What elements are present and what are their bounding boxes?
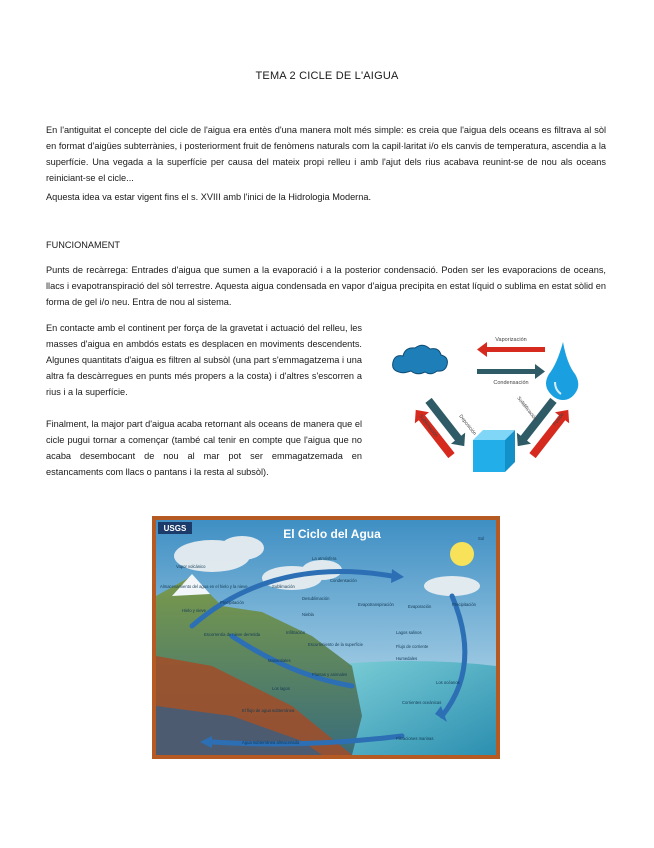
usgs-water-cycle-illustration (152, 516, 500, 759)
usgs-logo-text: USGS (163, 524, 187, 533)
label-sublimation: Sublimación (272, 584, 295, 589)
ice-cube-icon (473, 430, 515, 472)
condensation-arrow (477, 364, 545, 379)
label-condensation: Condensación (330, 578, 357, 583)
label-hielo: Hielo y nieve (182, 608, 206, 613)
ocean-paragraph: Finalment, la major part d'aigua acaba retornant als oceans de manera que el cicle pugui tornar a començar (també cal tenir en compte que l'aigua que no acaba desembocant de nou al mar pot ser emmagatzemada en estancaments com llacs o pantans i la resta al subsòl). (46, 419, 362, 477)
water-drop-icon (546, 342, 578, 400)
label-precip-left: Precipitación (220, 600, 244, 605)
deposition-label: Deposición (457, 413, 478, 437)
label-ground-flow: El flujo de agua subterránea (242, 708, 295, 713)
sublimation-label-left: Sublimación (417, 413, 439, 439)
fusion-label: Fusión (551, 411, 566, 428)
label-seepage: Filtraciones marinas (396, 736, 434, 741)
label-wetlands: Humedales (396, 656, 418, 661)
label-fog: Niebla (302, 612, 314, 617)
label-runoff: Escurrimiento de la superficie (308, 642, 363, 647)
label-springs: Manantiales (268, 658, 291, 663)
label-evapotranspiration: Evapotranspiración (358, 602, 394, 607)
section-heading: FUNCIONAMENT (46, 240, 121, 250)
label-sun: Sol (478, 536, 485, 541)
solidification-label: Solidificación (515, 395, 539, 423)
label-snowmelt: Escorrentía de nieve derretida (204, 632, 261, 637)
recharge-paragraph: Punts de recàrrega: Entrades d'aigua que sumen a la evaporació i a la posterior condensació. Poden ser les evaporacions de oceans, llacs i evapotranspiració del sòl terrestre. Aquesta aigua condensada en vapor d'aigua precipita en estat líquid o sublima en estat sòlid en forma de gel i/o neu. Entra de nou al sistema. (46, 265, 606, 307)
condensation-label: Condensación (493, 380, 529, 386)
label-infiltration: Infiltración (286, 630, 306, 635)
label-ice-storage: Almacenamiento del agua en el hielo y la nieve (160, 584, 248, 589)
sun-icon (450, 542, 474, 566)
illustration-title: El Ciclo del Agua (283, 527, 381, 541)
label-desublimation: Desublimación (302, 596, 330, 601)
cloud-icon (393, 345, 448, 374)
label-ocean: Los océanos (436, 680, 460, 685)
label-streamflow: Flujo de corriente (396, 644, 429, 649)
vaporization-label: Vaporización (495, 337, 527, 343)
label-precip-right: Precipitación (452, 602, 476, 607)
page-title: TEMA 2 CICLE DE L'AIGUA (255, 70, 399, 82)
states-of-water-diagram (385, 328, 600, 478)
vaporization-arrow (477, 342, 545, 357)
label-snow: Vapor volcánico (176, 564, 206, 569)
relief-paragraph: En contacte amb el continent per força de la gravetat i actuació del relleu, les masses d'aigua en ambdós estats es desplacen en moviments descendents. Algunes quantitats d'aigua es filtren al subsòl (una part s'emmagatzema i una altra fa descàrregues en punts més propers a la costa) i d'altres s'escorren a rius i a la superfície. (46, 323, 362, 397)
label-lagos: Los lagos (272, 686, 290, 691)
history-paragraph: Aquesta idea va estar vigent fins el s. XVIII amb l'inici de la Hidrologia Moderna. (46, 192, 372, 202)
label-plants: Plantas y animales (312, 672, 348, 677)
label-atmosphere: La atmósfera (312, 556, 337, 561)
label-ocean-currents: Corrientes oceánicas (402, 700, 442, 705)
label-salt-lakes: Lagos salinos (396, 630, 422, 635)
intro-paragraph: En l'antiguitat el concepte del cicle de l'aigua era entès d'una manera molt més simple: es creia que l'aigua dels oceans es filtrava al sòl en format d'aigües subterrànies, i posteriorment fruit de fenòmens naturals com la capil·laritat i/o els canvis de temperatura, ascendia a la superfície. Una vegada a la superfície per causa del mateix propi relleu i amb l'ajut dels rius acabava reunint-se de nou als oceans reiniciant-se el cicle... (46, 125, 606, 183)
label-groundwater: Agua subterránea almacenada (242, 740, 300, 745)
label-evaporation: Evaporación (408, 604, 432, 609)
